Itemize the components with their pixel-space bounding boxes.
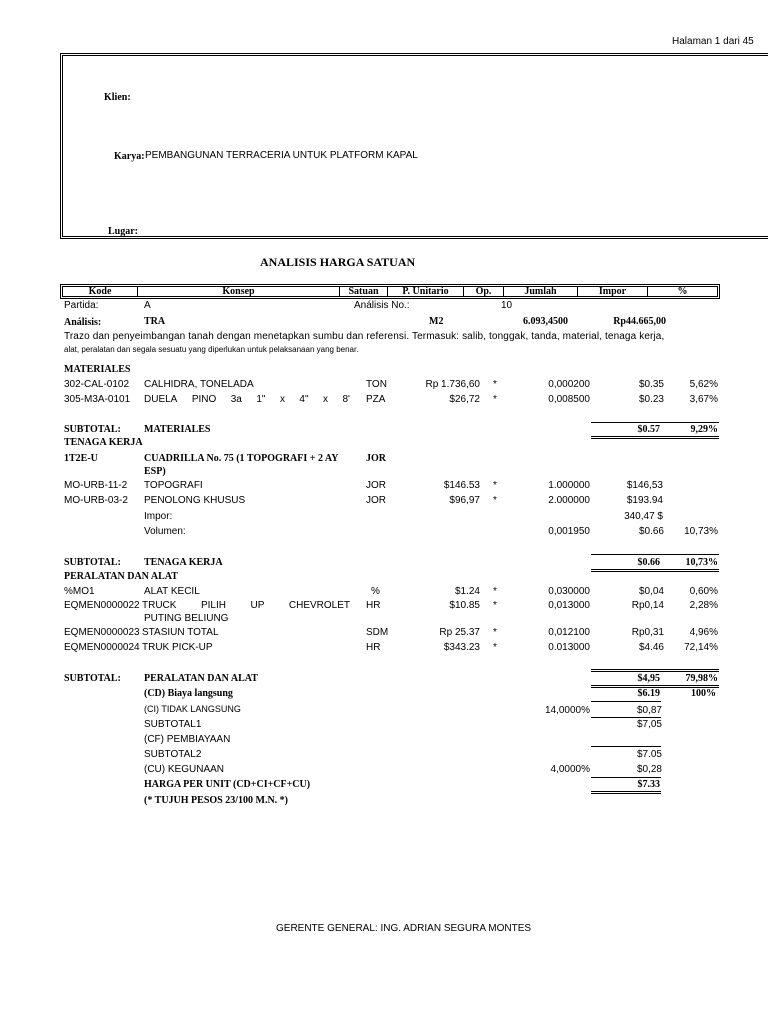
mat-row-2-kode: 305-M3A-0101 bbox=[64, 394, 131, 405]
analisis-no-value: 10 bbox=[501, 300, 513, 311]
tenaga-impor-label: Impor: bbox=[144, 511, 173, 522]
alat-subtotal-label: SUBTOTAL: bbox=[64, 673, 121, 684]
mat-row-1-jumlah: 0,000200 bbox=[548, 379, 590, 390]
tenaga-row-2-jumlah: 2.000000 bbox=[548, 495, 590, 506]
mat-row-2-satuan: PZA bbox=[366, 394, 386, 405]
crew-konsep-line-1: CUADRILLA No. 75 (1 TOPOGRAFI + 2 AY bbox=[144, 453, 339, 464]
ci-label: (CI) TIDAK LANGSUNG bbox=[144, 704, 241, 714]
alat-row-2-konsep-word: CHEVROLET bbox=[288, 600, 350, 611]
mat-row-2-konsep bbox=[144, 394, 350, 405]
col-pct: % bbox=[677, 286, 688, 297]
mat-row-1-konsep: CALHIDRA, TONELADA bbox=[144, 379, 254, 390]
alat-row-2-unit: $10.85 bbox=[449, 600, 480, 611]
subtotal2-label: SUBTOTAL2 bbox=[144, 749, 202, 760]
alat-row-2-pct: 2,28% bbox=[689, 600, 718, 611]
alat-row-2-jumlah: 0,013000 bbox=[548, 600, 590, 611]
subtotal-rule bbox=[591, 422, 719, 423]
alat-row-1-konsep: ALAT KECIL bbox=[144, 586, 200, 597]
mat-row-1-kode: 302-CAL-0102 bbox=[64, 379, 130, 390]
mat-subtotal-pct: 9,29% bbox=[690, 424, 718, 435]
alat-row-4-pct: 72,14% bbox=[684, 642, 718, 653]
alat-row-3-impor: Rp0,31 bbox=[631, 627, 664, 638]
footer-signature: GERENTE GENERAL: ING. ADRIAN SEGURA MONTES bbox=[276, 923, 532, 934]
alat-row-3-op: * bbox=[493, 627, 497, 638]
tenaga-row-2-satuan: JOR bbox=[366, 495, 386, 506]
subtotal-double-rule bbox=[591, 669, 719, 672]
analisis-no-label: Análisis No.: bbox=[354, 300, 410, 311]
tenaga-row-2-impor: $193.94 bbox=[626, 495, 663, 506]
column-header-row bbox=[60, 284, 720, 299]
cd-impor: $6.19 bbox=[637, 688, 660, 699]
mat-subtotal-impor: $0.57 bbox=[637, 424, 660, 435]
crew-kode: 1T2E-U bbox=[64, 453, 98, 464]
mat-row-2-konsep-word: PINO bbox=[191, 394, 217, 405]
mat-row-1-satuan: TON bbox=[366, 379, 387, 390]
total-label: HARGA PER UNIT (CD+CI+CF+CU) bbox=[144, 779, 311, 790]
alat-row-4-op: * bbox=[493, 642, 497, 653]
description-line-1: Trazo dan penyeimbangan tanah dengan menetapkan sumbu dan referensi. Termasuk: salib, tonggak, tanda, material, tenaga kerja, bbox=[64, 331, 665, 342]
alat-row-3-kode: EQMEN0000023 bbox=[64, 627, 140, 638]
header-box bbox=[60, 53, 768, 239]
subtotal-double-rule bbox=[591, 436, 719, 439]
mat-row-1-pct: 5,62% bbox=[689, 379, 718, 390]
alat-row-1-pct: 0,60% bbox=[689, 586, 718, 597]
volumen-pct: 10,73% bbox=[684, 526, 718, 537]
mat-subtotal-label: SUBTOTAL: bbox=[64, 424, 121, 435]
alat-row-4-impor: $4.46 bbox=[638, 642, 664, 653]
analisis-satuan: M2 bbox=[429, 316, 444, 327]
document-title: ANALISIS HARGA SATUAN bbox=[260, 255, 416, 269]
alat-row-2-satuan: HR bbox=[366, 600, 381, 611]
col-unitario: P. Unitario bbox=[388, 287, 464, 296]
total-words: (* TUJUH PESOS 23/100 M.N. *) bbox=[144, 795, 288, 806]
alat-row-1-kode: %MO1 bbox=[64, 586, 95, 597]
tenaga-row-1-kode: MO-URB-11-2 bbox=[64, 480, 128, 491]
alat-row-2-impor: Rp0,14 bbox=[631, 600, 664, 611]
analisis-jumlah: 6.093,4500 bbox=[523, 316, 568, 327]
mat-row-2-konsep-word: 8' bbox=[342, 394, 350, 405]
alat-subtotal-impor: $4,95 bbox=[637, 673, 660, 684]
cu-label: (CU) KEGUNAAN bbox=[144, 764, 225, 775]
col-op: Op. bbox=[464, 287, 504, 296]
tenaga-row-2-konsep: PENOLONG KHUSUS bbox=[144, 495, 246, 506]
col-konsep: Konsep bbox=[138, 287, 340, 296]
ci-jumlah: 14,0000% bbox=[544, 705, 590, 716]
subtotal-double-rule bbox=[591, 569, 719, 572]
cd-label: (CD) Biaya langsung bbox=[144, 688, 233, 699]
mat-row-2-konsep-word: 1" bbox=[256, 394, 266, 405]
alat-row-3-satuan: SDM bbox=[366, 627, 389, 638]
total-impor: $7.33 bbox=[637, 779, 660, 790]
mat-row-1-op: * bbox=[493, 379, 497, 390]
cf-label: (CF) PEMBIAYAAN bbox=[144, 734, 231, 745]
description-line-2: alat, peralatan dan segala sesuatu yang diperlukan untuk pelaksanaan yang benar. bbox=[64, 345, 359, 354]
alat-row-1-op: * bbox=[493, 586, 497, 597]
mat-row-2-pct: 3,67% bbox=[689, 394, 718, 405]
tenaga-row-2-kode: MO-URB-03-2 bbox=[64, 495, 128, 506]
alat-row-3-jumlah: 0,012100 bbox=[548, 627, 590, 638]
alat-subtotal-pct: 79,98% bbox=[685, 673, 718, 684]
crew-konsep-line-2: ESP) bbox=[144, 466, 166, 477]
work-value: PEMBANGUNAN TERRACERIA UNTUK PLATFORM KAPAL bbox=[145, 150, 418, 161]
summary-rule bbox=[591, 777, 661, 778]
alat-row-4-kode: EQMEN0000024 bbox=[64, 642, 140, 653]
summary-rule bbox=[591, 717, 661, 718]
volumen-label: Volumen: bbox=[144, 526, 186, 537]
subtotal1-impor: $7,05 bbox=[636, 719, 662, 730]
materiales-heading: MATERIALES bbox=[64, 364, 131, 375]
alat-row-1-unit: $1.24 bbox=[454, 586, 480, 597]
mat-subtotal-name: MATERIALES bbox=[144, 424, 211, 435]
tenaga-subtotal-impor: $0.66 bbox=[637, 557, 660, 568]
cu-jumlah: 4,0000% bbox=[550, 764, 590, 775]
alat-row-2-konsep-line-2: PUTING BELIUNG bbox=[144, 613, 229, 624]
place-label: Lugar: bbox=[108, 226, 138, 237]
tenaga-row-1-impor: $146,53 bbox=[626, 480, 663, 491]
work-label: Karya: bbox=[114, 151, 145, 162]
alat-row-2-konsep bbox=[142, 600, 350, 611]
alat-row-2-kode: EQMEN0000022 bbox=[64, 600, 140, 611]
alat-row-2-konsep-word: PILIH bbox=[200, 600, 226, 611]
mat-row-2-konsep-word: x bbox=[323, 394, 328, 405]
col-jumlah: Jumlah bbox=[504, 287, 578, 296]
alat-row-4-satuan: HR bbox=[366, 642, 381, 653]
mat-row-2-konsep-word: 4" bbox=[299, 394, 309, 405]
alat-row-2-konsep-word: TRUCK bbox=[142, 600, 177, 611]
cu-impor: $0,28 bbox=[636, 764, 662, 775]
tenaga-row-2-op: * bbox=[493, 495, 497, 506]
mat-row-2-unit: $26,72 bbox=[449, 394, 480, 405]
tenaga-subtotal-label: SUBTOTAL: bbox=[64, 557, 121, 568]
subtotal2-impor: $7.05 bbox=[636, 749, 662, 760]
alat-row-4-konsep: TRUK PICK-UP bbox=[142, 642, 213, 653]
tenaga-row-1-unit: $146.53 bbox=[443, 480, 480, 491]
tenaga-row-1-konsep: TOPOGRAFI bbox=[144, 480, 203, 491]
client-label: Klien: bbox=[104, 92, 131, 103]
summary-rule bbox=[591, 746, 661, 747]
tenaga-row-1-op: * bbox=[493, 480, 497, 491]
ci-impor: $0,87 bbox=[636, 705, 662, 716]
alat-row-3-unit: Rp 25.37 bbox=[439, 627, 480, 638]
cd-pct: 100% bbox=[691, 688, 716, 699]
tenaga-row-2-unit: $96,97 bbox=[449, 495, 480, 506]
tenaga-row-1-satuan: JOR bbox=[366, 480, 386, 491]
tenaga-heading: TENAGA KERJA bbox=[64, 437, 143, 448]
alat-row-4-unit: $343.23 bbox=[443, 642, 480, 653]
partida-value: A bbox=[144, 300, 151, 311]
mat-row-2-op: * bbox=[493, 394, 497, 405]
tenaga-subtotal-pct: 10,73% bbox=[685, 557, 718, 568]
col-impor: Impor bbox=[578, 287, 648, 296]
alat-row-2-op: * bbox=[493, 600, 497, 611]
col-satuan: Satuan bbox=[340, 287, 388, 296]
page-number: Halaman 1 dari 45 bbox=[672, 36, 754, 47]
alat-row-1-satuan: % bbox=[371, 586, 380, 597]
volumen-jumlah: 0,001950 bbox=[548, 526, 590, 537]
tenaga-subtotal-name: TENAGA KERJA bbox=[144, 557, 223, 568]
peralatan-heading: PERALATAN DAN ALAT bbox=[64, 571, 178, 582]
alat-row-2-konsep-word: UP bbox=[250, 600, 265, 611]
mat-row-2-konsep-word: x bbox=[279, 394, 285, 405]
volumen-impor: $0.66 bbox=[638, 526, 664, 537]
partida-label: Partida: bbox=[64, 300, 99, 311]
subtotal-rule bbox=[591, 554, 719, 555]
crew-satuan: JOR bbox=[366, 453, 386, 464]
col-kode: Kode bbox=[63, 287, 138, 296]
analisis-label: Análisis: bbox=[64, 317, 102, 328]
tenaga-row-1-jumlah: 1.000000 bbox=[548, 480, 590, 491]
alat-row-1-impor: $0,04 bbox=[638, 586, 664, 597]
alat-subtotal-name: PERALATAN DAN ALAT bbox=[144, 673, 258, 684]
mat-row-2-impor: $0.23 bbox=[638, 394, 664, 405]
mat-row-2-jumlah: 0,008500 bbox=[548, 394, 590, 405]
alat-row-4-jumlah: 0.013000 bbox=[548, 642, 590, 653]
mat-row-1-unit: Rp 1.736,60 bbox=[425, 379, 480, 390]
alat-row-3-konsep: STASIUN TOTAL bbox=[142, 627, 219, 638]
subtotal1-label: SUBTOTAL1 bbox=[144, 719, 202, 730]
analisis-impor: Rp44.665,00 bbox=[613, 316, 666, 327]
alat-row-3-pct: 4,96% bbox=[689, 627, 718, 638]
alat-row-1-jumlah: 0,030000 bbox=[548, 586, 590, 597]
tenaga-impor-value: 340,47 $ bbox=[624, 511, 663, 522]
summary-rule bbox=[591, 701, 661, 702]
mat-row-2-konsep-word: 3a bbox=[230, 394, 242, 405]
mat-row-2-konsep-word: DUELA bbox=[144, 394, 178, 405]
analisis-konsep: TRA bbox=[144, 316, 166, 327]
mat-row-1-impor: $0.35 bbox=[638, 379, 664, 390]
total-double-rule bbox=[591, 791, 661, 794]
